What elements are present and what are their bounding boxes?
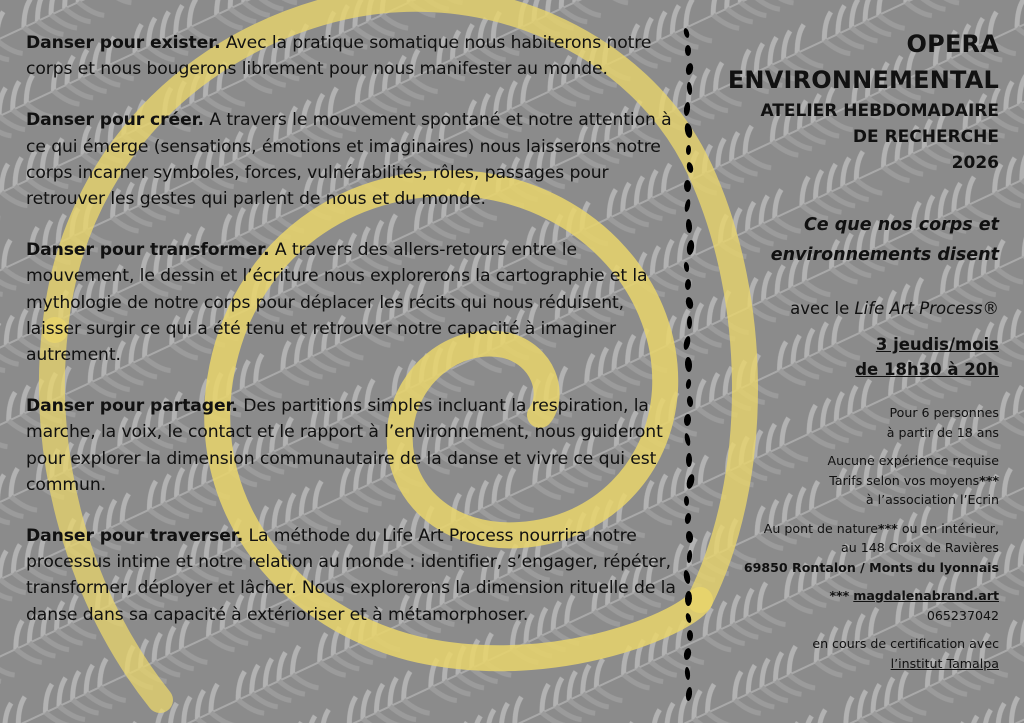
- phone-number: 065237042: [926, 607, 999, 623]
- divider-dot: [684, 180, 691, 192]
- paragraph-partager: Danser pour partager. Des partitions simples incluant la respiration, la marche, la voix, le contact et le rapport à l’environnement, nous guideront pour explorer la dimension communautaire de la danse et vivre ce qui est commun.: [26, 396, 663, 495]
- paragraph-transformer: Danser pour transformer. A travers des allers-retours entre le mouvement, le dessin et l’écriture nous explorerons la cartographie et la mythologie de notre corps pour déplacer les récits qui nous réduisent, laisser surgir ce qui a été tenu et retrouver notre capacité à imaginer autrement.: [26, 240, 648, 366]
- title-line4: DE RECHERCHE: [852, 127, 999, 147]
- method-line: avec le Life Art Process®: [790, 299, 999, 318]
- divider-dot: [685, 45, 691, 56]
- title-line2: ENVIRONNEMENTAL: [727, 66, 999, 94]
- tamalpa-link[interactable]: l’institut Tamalpa: [890, 655, 999, 671]
- divider-dot: [687, 316, 692, 329]
- website-line: *** magdalenabrand.art: [829, 588, 999, 603]
- location-line1: Au pont de nature*** ou en intérieur,: [763, 520, 999, 536]
- text-column: [26, 30, 678, 653]
- website-link[interactable]: magdalenabrand.art: [853, 588, 999, 603]
- title-line1: OPERA: [906, 30, 999, 58]
- paragraph-exister: Danser pour exister. Avec la pratique somatique nous habiterons notre corps et nous bougerons librement pour nous manifester au monde.: [26, 33, 652, 80]
- subtitle: Ce que nos corps et environnements disent: [770, 215, 999, 265]
- info-column: [699, 26, 999, 673]
- schedule: 3 jeudis/mois de 18h30 à 20h: [855, 335, 999, 379]
- divider-dot: [687, 630, 693, 641]
- paragraph-creer: Danser pour créer. A travers le mouvement spontané et notre attention à ce qui émerge (sensations, émotions et imaginaires) nous laisserons notre corps incarner symboles, forces, vulnérabilités, rôles, passages pour retrouver les gestes qui parlent de nous et du monde.: [26, 110, 672, 210]
- practical-info: Pour 6 personnes à partir de 18 ans Aucune expérience requise Tarifs selon vos moyens*** à l’association l’Ecrin Au pont de nature*** ou en intérieur, au 148 Croix de Ravières 69850 Rontalon / Monts du lyonnais *** magdalenabrand.art 065237042 en cours de certification avec l’institut Tamalpa: [699, 403, 999, 673]
- divider-dot: [684, 496, 690, 506]
- location-city: 69850 Rontalon / Monts du lyonnais: [743, 559, 999, 575]
- paragraph-traverser: Danser pour traverser. La méthode du Life Art Process nourrira notre processus intime et notre relation au monde : identifier, s’engager, répéter, transformer, déployer et lâcher. Nous explorerons la dimension rituelle de la danse dans sa capacité à extérioriser et à métamorphoser.: [26, 526, 676, 625]
- title-line3: ATELIER HEBDOMADAIRE: [760, 101, 999, 121]
- title-year: 2026: [951, 153, 999, 173]
